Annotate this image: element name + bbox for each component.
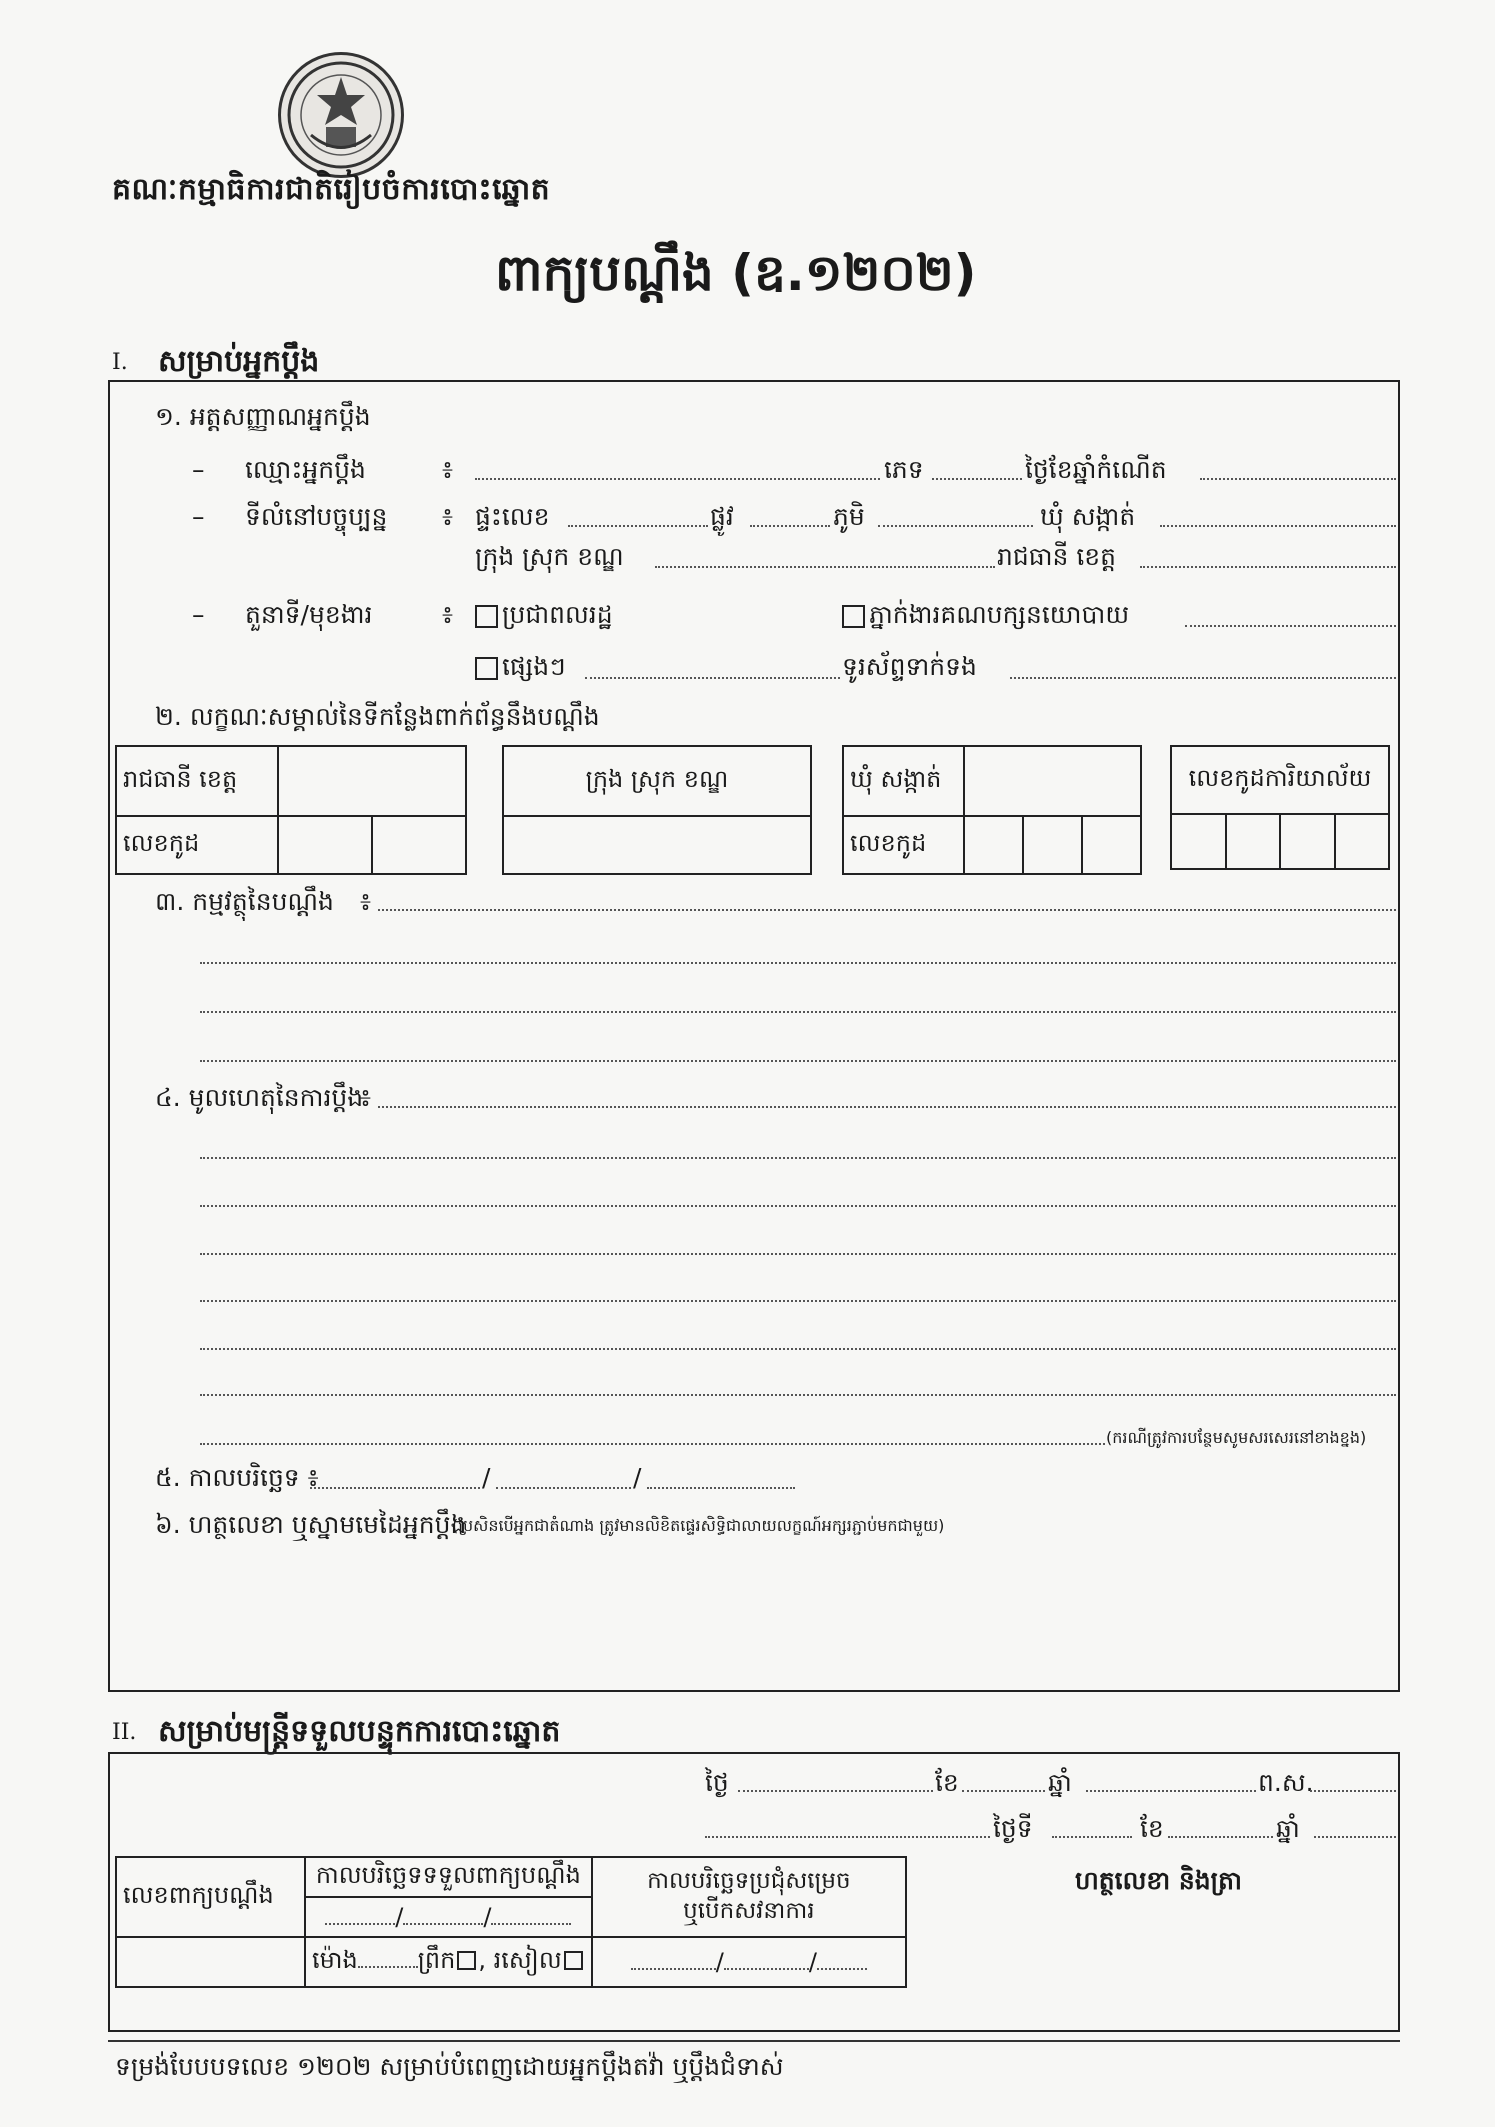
province-code-digit[interactable] (372, 816, 466, 874)
hearing-date-header-line2: ឬបើកសវនាការ (683, 1898, 815, 1924)
section-1-heading: សម្រាប់អ្នកប្ដឹង (158, 344, 320, 379)
location-commune-table (842, 745, 1142, 875)
party-name-field[interactable] (1185, 625, 1396, 627)
representative-note: (ប្រសិនបើអ្នកជាតំណាង ត្រូវមានលិខិតផ្ទេរសិទ្ធិជាលាយលក្ខណ៍អក្សរភ្ជាប់មកជាមួយ) (452, 1516, 945, 1535)
date-separator: / (483, 1903, 492, 1931)
date-month-label: ខែ (935, 1768, 959, 1797)
date-separator: / (482, 1463, 491, 1492)
item-3-label: ៣. កម្មវត្ថុនៃបណ្ដឹង (155, 887, 334, 916)
official-day-field[interactable] (738, 1790, 933, 1792)
colon: ៖ (360, 887, 371, 916)
item-2-label: ២. លក្ខណៈសម្គាល់នៃទីកន្លែងពាក់ព័ន្ធនឹងបណ្ដឹង (155, 702, 600, 731)
province-code-digit[interactable] (278, 816, 372, 874)
commune-code-digit[interactable] (964, 816, 1023, 874)
date-month-label: ខែ (1140, 1814, 1164, 1843)
morning-label: ព្រឹក (417, 1945, 456, 1974)
role-other-field[interactable] (585, 677, 840, 679)
location-district-table (502, 745, 812, 875)
date-separator: / (395, 1903, 404, 1931)
signature-area[interactable] (160, 1550, 1380, 1680)
official-year2-field[interactable] (1314, 1836, 1396, 1838)
office-code-digit[interactable] (1226, 814, 1281, 869)
official-month2-field[interactable] (1168, 1836, 1273, 1838)
district-header: ក្រុង ស្រុក ខណ្ឌ (503, 746, 811, 816)
continue-on-back-note: (ករណីត្រូវការបន្ថែមសូមសរសេរនៅខាងខ្នង) (1106, 1428, 1367, 1447)
date-separator: / (633, 1463, 642, 1492)
district-label: ក្រុង ស្រុក ខណ្ឌ (475, 542, 624, 571)
province-label: រាជធានី ខេត្ត (997, 542, 1117, 571)
complaint-number-field[interactable] (116, 1937, 305, 1987)
document-title: ពាក្យបណ្ដឹង (ឧ.១២០២) (495, 244, 977, 302)
checkbox[interactable] (475, 605, 498, 628)
subject-line[interactable] (378, 909, 1396, 911)
date-day-label: ថ្ងៃទី (993, 1814, 1033, 1843)
village-field[interactable] (878, 525, 1033, 527)
item-5-label: ៥. កាលបរិច្ឆេទ ៖ (155, 1463, 319, 1492)
address-label: ទីលំនៅបច្ចុប្បន្ន (245, 502, 388, 531)
received-time-field[interactable] (305, 1937, 592, 1987)
reason-line[interactable] (200, 1157, 1396, 1159)
form-footer-note: ទម្រង់បែបបទលេខ ១២០២ សម្រាប់បំពេញដោយអ្នកប្ដឹងតវ៉ា ឬប្ដឹងជំទាស់ (115, 2052, 784, 2081)
organization-name: គណៈកម្មាធិការជាតិរៀបចំការបោះឆ្នោត (112, 172, 551, 207)
received-date-header: កាលបរិច្ឆេទទទួលពាក្យបណ្ដឹង (305, 1857, 592, 1897)
date-year-label: ឆ្នាំ (1276, 1814, 1300, 1843)
reason-line[interactable] (378, 1106, 1396, 1108)
signature-and-seal-label: ហត្ថលេខា និងត្រា (1075, 1866, 1242, 1895)
role-party-agent-option[interactable] (842, 600, 1129, 636)
reason-line[interactable] (200, 1443, 1105, 1445)
date-separator: / (808, 1948, 817, 1976)
buddhist-era-field[interactable] (1310, 1790, 1396, 1792)
complainant-name-field[interactable] (475, 478, 880, 480)
date-day-field[interactable] (310, 1487, 480, 1489)
commune-code-digit[interactable] (1023, 816, 1082, 874)
time-label: ម៉ោង (312, 1945, 358, 1974)
colon: ៖ (442, 600, 453, 629)
role-citizen-option[interactable] (475, 600, 613, 636)
sex-field[interactable] (932, 478, 1022, 480)
item-4-label: ៤. មូលហេតុនៃការប្ដឹង (155, 1083, 364, 1112)
date-year-field[interactable] (647, 1487, 795, 1489)
emblem-icon (281, 55, 401, 175)
reason-line[interactable] (200, 1300, 1396, 1302)
role-other-option[interactable] (475, 652, 566, 688)
subject-line[interactable] (200, 1060, 1396, 1062)
province-header: រាជធានី ខេត្ត (116, 746, 278, 816)
complaint-number-header: លេខពាក្យបណ្ដឹង (116, 1857, 305, 1937)
office-code-digit[interactable] (1171, 814, 1226, 869)
role-label: តួនាទី/មុខងារ (245, 600, 373, 629)
official-day2-field[interactable] (1052, 1836, 1132, 1838)
subject-line[interactable] (200, 962, 1396, 964)
commune-label: ឃុំ សង្កាត់ (1040, 502, 1136, 531)
section-2-number: II. (112, 1720, 137, 1745)
office-code-table (1170, 745, 1390, 870)
commune-code-label: លេខកូដ (843, 816, 964, 874)
commune-code-digit[interactable] (1082, 816, 1141, 874)
section-1-number: I. (112, 350, 128, 375)
date-of-birth-label: ថ្ងៃខែឆ្នាំកំណើត (1025, 455, 1167, 484)
complainant-name-label: ឈ្មោះអ្នកប្ដឹង (245, 455, 366, 484)
house-number-field[interactable] (568, 525, 708, 527)
dash: – (192, 455, 205, 484)
province-field[interactable] (1140, 566, 1396, 568)
village-label: ភូមិ (833, 502, 865, 531)
official-month-field[interactable] (962, 1790, 1045, 1792)
commune-value[interactable] (964, 746, 1141, 816)
province-code-label: លេខកូដ (116, 816, 278, 874)
section-2-heading: សម្រាប់មន្ត្រីទទួលបន្ទុកការបោះឆ្នោត (158, 1714, 561, 1749)
received-date-field[interactable] (305, 1897, 592, 1937)
role-party-agent-label: ភ្នាក់ងារគណបក្សនយោបាយ (869, 600, 1130, 629)
commission-emblem (278, 52, 404, 178)
house-number-label: ផ្ទះលេខ (475, 502, 550, 531)
reason-line[interactable] (200, 1394, 1396, 1396)
commune-header: ឃុំ សង្កាត់ (843, 746, 964, 816)
colon: ៖ (360, 1083, 371, 1112)
morning-checkbox[interactable] (457, 1951, 476, 1970)
role-other-label: ផ្សេងៗ (502, 652, 566, 681)
date-separator: / (715, 1948, 724, 1976)
evening-label: , រសៀល (478, 1945, 562, 1974)
dash: – (192, 502, 205, 531)
date-year-label: ឆ្នាំ (1048, 1768, 1072, 1797)
commune-field[interactable] (1160, 525, 1396, 527)
province-value[interactable] (278, 746, 466, 816)
dash: – (192, 600, 205, 629)
district-field[interactable] (655, 566, 995, 568)
item-1-label: ១. អត្តសញ្ញាណអ្នកប្ដឹង (155, 402, 371, 431)
official-year-field[interactable] (1086, 1790, 1256, 1792)
sex-label: ភេទ (884, 455, 924, 484)
office-code-digit[interactable] (1335, 814, 1390, 869)
hearing-date-header (592, 1857, 906, 1937)
reason-line[interactable] (200, 1348, 1396, 1350)
date-month-field[interactable] (496, 1487, 631, 1489)
role-citizen-label: ប្រជាពលរដ្ឋ (502, 600, 613, 629)
phone-label: ទូរស័ព្ទទាក់ទង (842, 652, 977, 681)
colon: ៖ (442, 455, 453, 484)
location-province-table (115, 745, 467, 875)
item-6-label: ៦. ហត្ថលេខា ឬស្នាមមេដៃអ្នកប្ដឹង (155, 1510, 467, 1539)
colon: ៖ (442, 502, 453, 531)
subject-line[interactable] (200, 1011, 1396, 1013)
date-day-label: ថ្ងៃ (705, 1768, 729, 1797)
reason-line[interactable] (200, 1205, 1396, 1207)
street-label: ផ្លូវ (710, 502, 734, 531)
reason-line[interactable] (200, 1253, 1396, 1255)
location-field[interactable] (705, 1836, 990, 1838)
footer-divider (108, 2040, 1400, 2042)
street-field[interactable] (750, 525, 830, 527)
checkbox[interactable] (842, 605, 865, 628)
office-code-header: លេខកូដការិយាល័យ (1171, 746, 1389, 814)
evening-checkbox[interactable] (564, 1951, 583, 1970)
buddhist-era-label: ព.ស. (1258, 1768, 1314, 1797)
district-value[interactable] (503, 816, 811, 874)
official-record-table (115, 1856, 907, 1988)
checkbox[interactable] (475, 657, 498, 680)
date-of-birth-field[interactable] (1200, 478, 1396, 480)
office-code-digit[interactable] (1280, 814, 1335, 869)
phone-field[interactable] (1010, 677, 1396, 679)
hearing-date-header-line1: កាលបរិច្ឆេទប្រជុំសម្រេច (647, 1868, 851, 1895)
hearing-date-field[interactable] (592, 1937, 906, 1987)
